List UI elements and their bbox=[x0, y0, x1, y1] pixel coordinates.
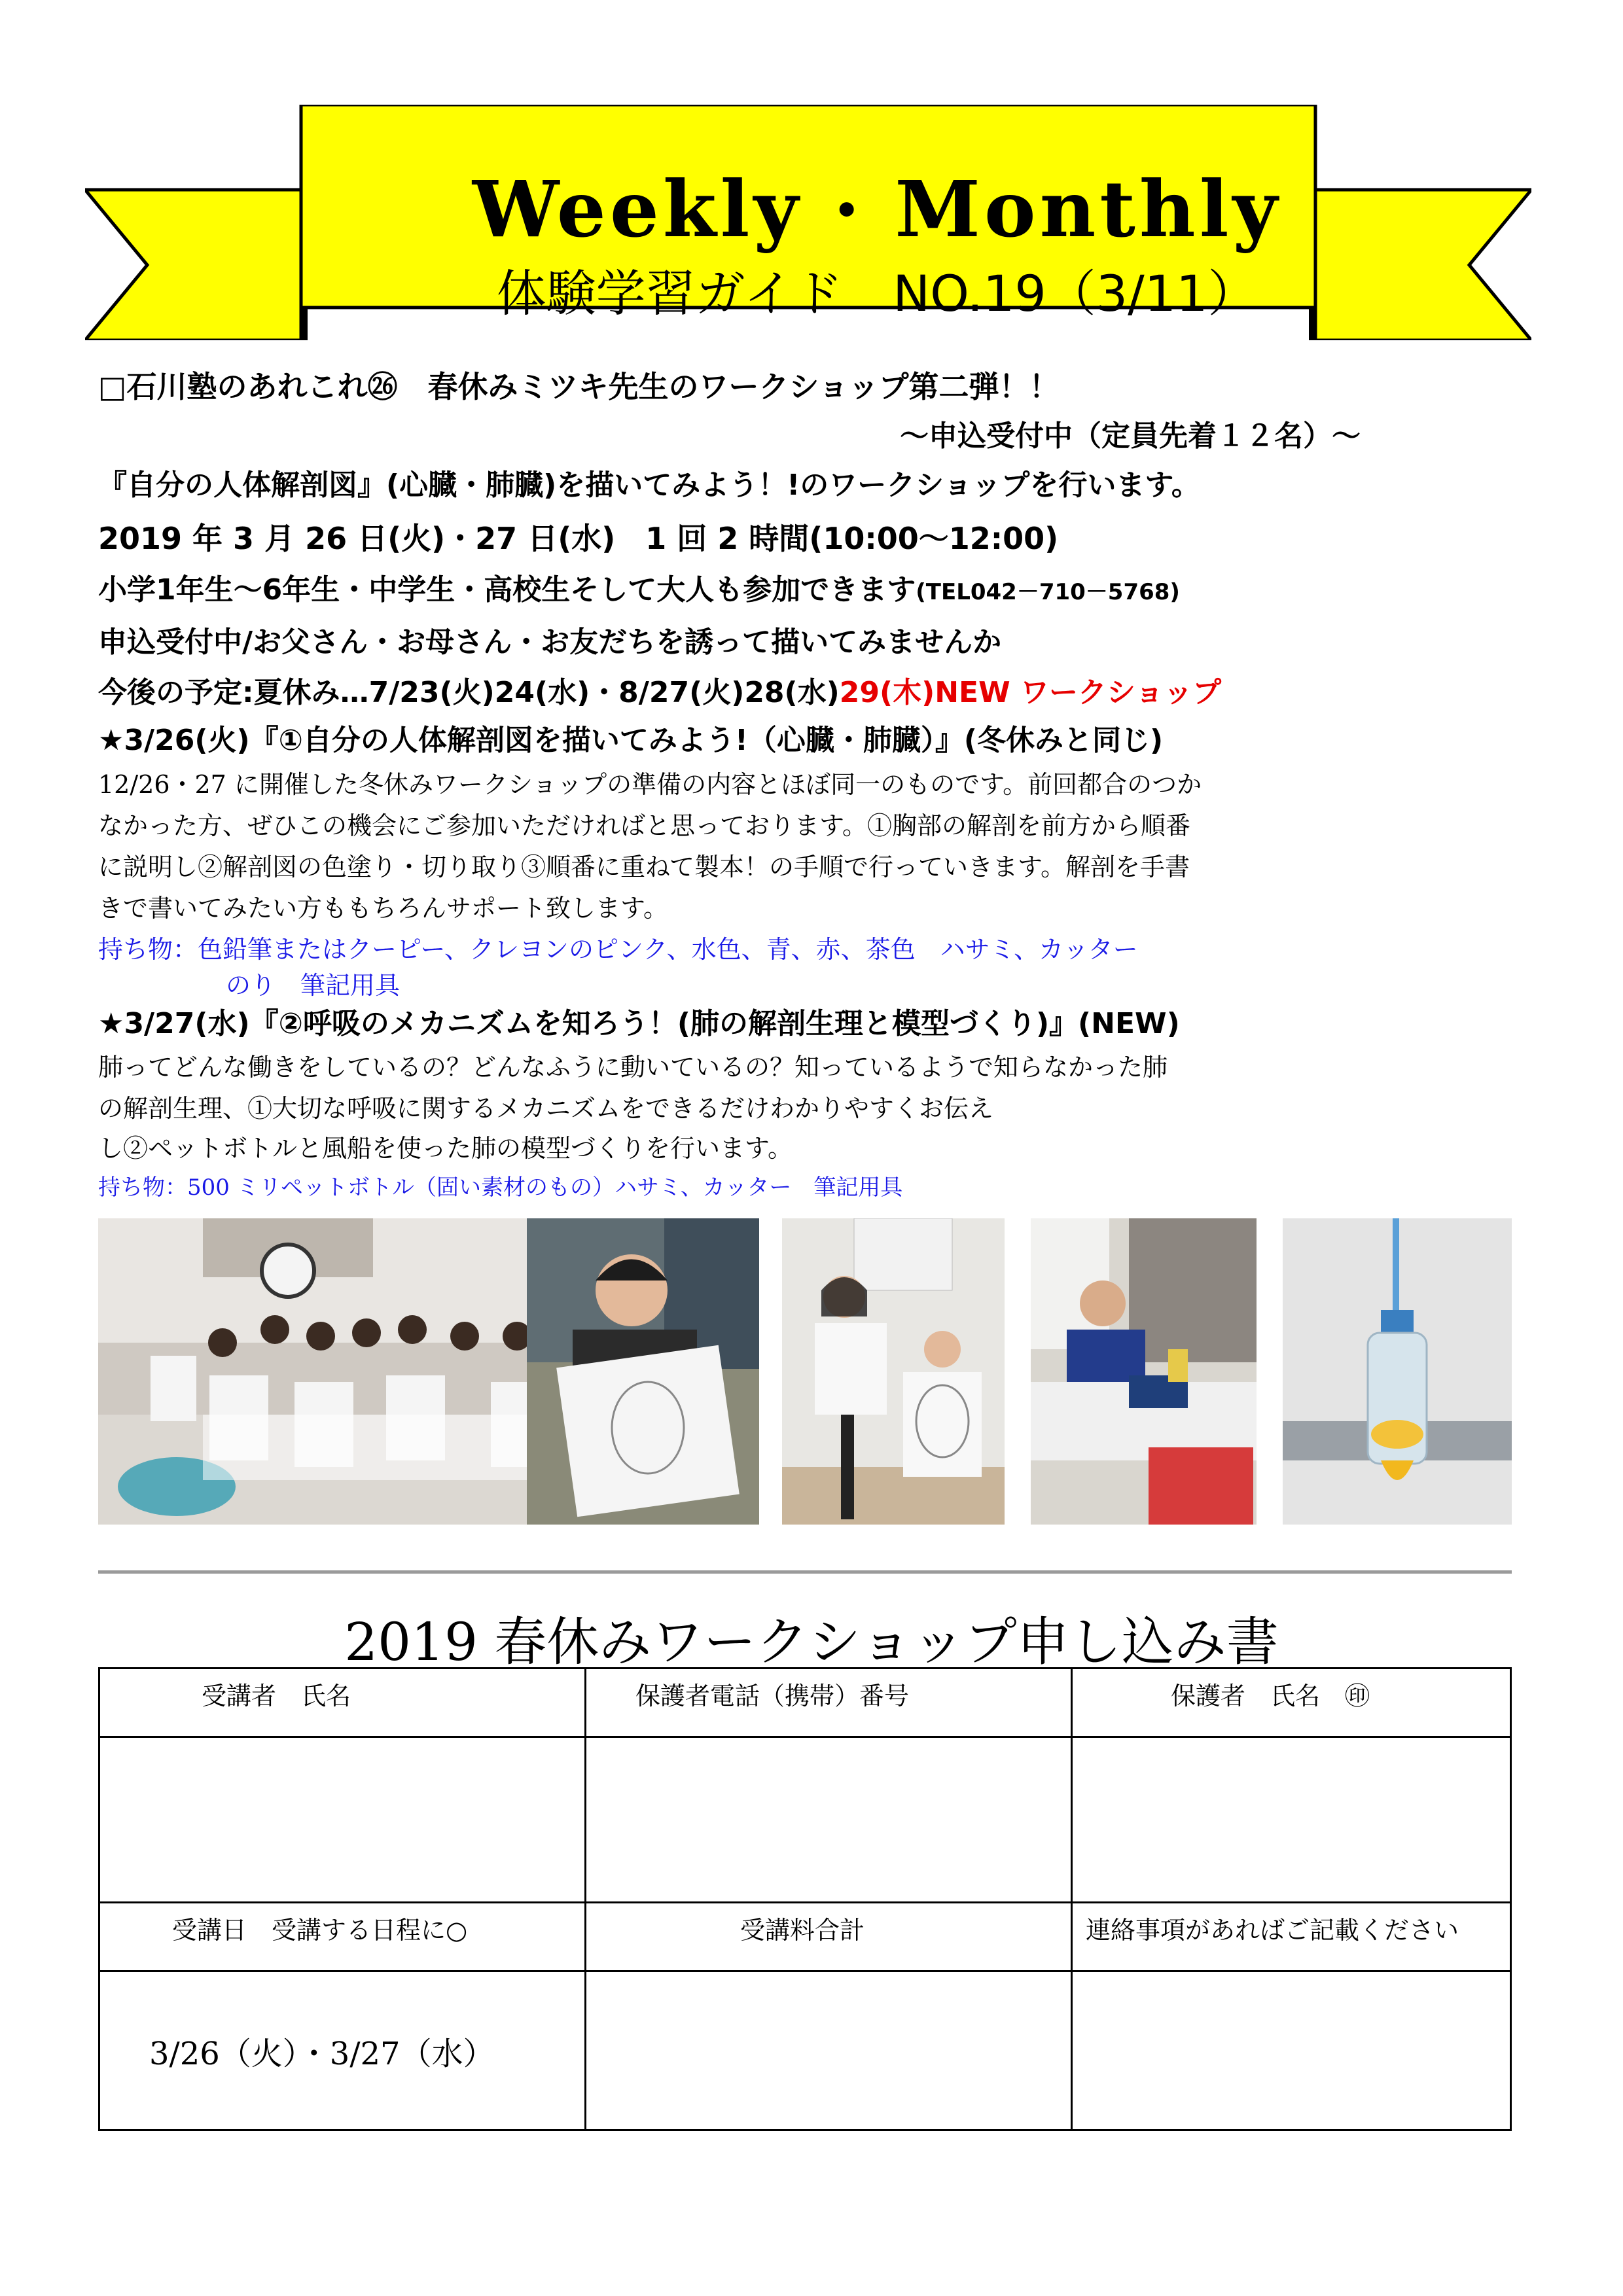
workshop2-body-1: 肺ってどんな働きをしているの？どんなふうに動いているの？知っているようで知らなかった肺 bbox=[98, 1053, 1168, 1082]
form-field-notes[interactable] bbox=[1072, 1971, 1511, 2130]
workshop1-body-3: に説明し②解剖図の色塗り・切り取り③順番に重ねて製本！の手順で行っていきます。解剖を手書 bbox=[98, 853, 1190, 881]
photo-teacher-student bbox=[782, 1218, 1005, 1525]
section-heading: □石川塾のあれこれ㉖ 春休みミツキ先生のワークショップ第二弾！！ bbox=[98, 369, 1060, 404]
form-title: 2019 春休みワークショップ申し込み書 bbox=[344, 1612, 1279, 1672]
photo-lung-model bbox=[1283, 1218, 1512, 1525]
schedule-line bbox=[98, 669, 1221, 711]
invite-line: 申込受付中/お父さん・お母さん・お友だちを誘って描いてみませんか bbox=[98, 626, 1002, 659]
workshop1-items-2: のり 筆記用具 bbox=[226, 971, 401, 1000]
form-field-student-name[interactable] bbox=[99, 1737, 586, 1903]
workshop1-body-4: きで書いてみたい方ももちろんサポート致します。 bbox=[98, 894, 668, 923]
form-header-attendance-date: 受講日 受講する日程に○ bbox=[99, 1903, 586, 1971]
form-field-guardian-name[interactable] bbox=[1072, 1737, 1511, 1903]
workshop1-body-1: 12/26・27 に開催した冬休みワークショップの準備の内容とほぼ同一のものです。前回都合のつか bbox=[98, 770, 1202, 799]
photo-students-table bbox=[1031, 1218, 1257, 1525]
form-field-fee-total[interactable] bbox=[586, 1971, 1072, 2130]
tel-text: (TEL042－710－5768) bbox=[916, 579, 1180, 605]
form-header-fee-total: 受講料合計 bbox=[586, 1903, 1072, 1971]
workshop1-items-1: 持ち物：色鉛筆またはクーピー、クレヨンのピンク、水色、青、赤、茶色 ハサミ、カッター bbox=[98, 935, 1138, 964]
form-header-guardian-phone: 保護者電話（携帯）番号 bbox=[586, 1669, 1072, 1737]
workshop2-items: 持ち物：500 ミリペットボトル（固い素材のもの）ハサミ、カッター 筆記用具 bbox=[98, 1174, 903, 1201]
audience-line bbox=[98, 566, 1180, 608]
workshop1-body-2: なかった方、ぜひこの機会にご参加いただければと思っております。①胸部の解剖を前方から順番 bbox=[98, 811, 1190, 840]
section-subheading: ～申込受付中（定員先着１２名）～ bbox=[900, 419, 1361, 453]
form-field-attendance-date[interactable] bbox=[99, 1971, 586, 2130]
banner-subtitle: 体験学習ガイド NO.19（3/11） bbox=[496, 264, 1258, 323]
workshop2-title: ★3/27(水)『②呼吸のメカニズムを知ろう！(肺の解剖生理と模型づくり)』(NEW) bbox=[98, 1007, 1180, 1040]
workshop2-body-3: し②ペットボトルと風船を使った肺の模型づくりを行います。 bbox=[98, 1134, 793, 1163]
intro-line: 『自分の人体解剖図』(心臓・肺臓)を描いてみよう！!のワークショップを行います。 bbox=[98, 468, 1200, 502]
section-divider bbox=[98, 1570, 1512, 1574]
date-options[interactable]: 3/26（火）・3/27（水） bbox=[149, 2035, 495, 2072]
workshop2-body-2: の解剖生理、①大切な呼吸に関するメカニズムをできるだけわかりやすくお伝え bbox=[98, 1094, 994, 1123]
form-field-guardian-phone[interactable] bbox=[586, 1737, 1072, 1903]
workshop1-title: ★3/26(火)『①自分の人体解剖図を描いてみよう!（心臓・肺臓）』(冬休みと同じ) bbox=[98, 724, 1164, 757]
photo-boy-anatomy bbox=[527, 1218, 759, 1525]
form-header-student-name: 受講者 氏名 bbox=[99, 1669, 586, 1737]
date-line: 2019 年 3 月 26 日(火)・27 日(水) 1 回 2 時間(10:00～12:00) bbox=[98, 521, 1059, 556]
banner-title: Weekly · Monthly bbox=[472, 164, 1282, 255]
schedule-new: 29(木)NEW ワークショップ bbox=[839, 676, 1222, 709]
schedule-prefix: 今後の予定:夏休み…7/23(火)24(水)・8/27(火)28(水) bbox=[98, 676, 840, 709]
application-form bbox=[98, 1667, 1512, 2131]
form-header-guardian-name: 保護者 氏名 ㊞ bbox=[1072, 1669, 1511, 1737]
form-header-notes: 連絡事項があればご記載ください bbox=[1072, 1903, 1511, 1971]
audience-text: 小学1年生～6年生・中学生・高校生そして大人も参加できます bbox=[98, 573, 916, 607]
banner bbox=[85, 105, 1531, 340]
